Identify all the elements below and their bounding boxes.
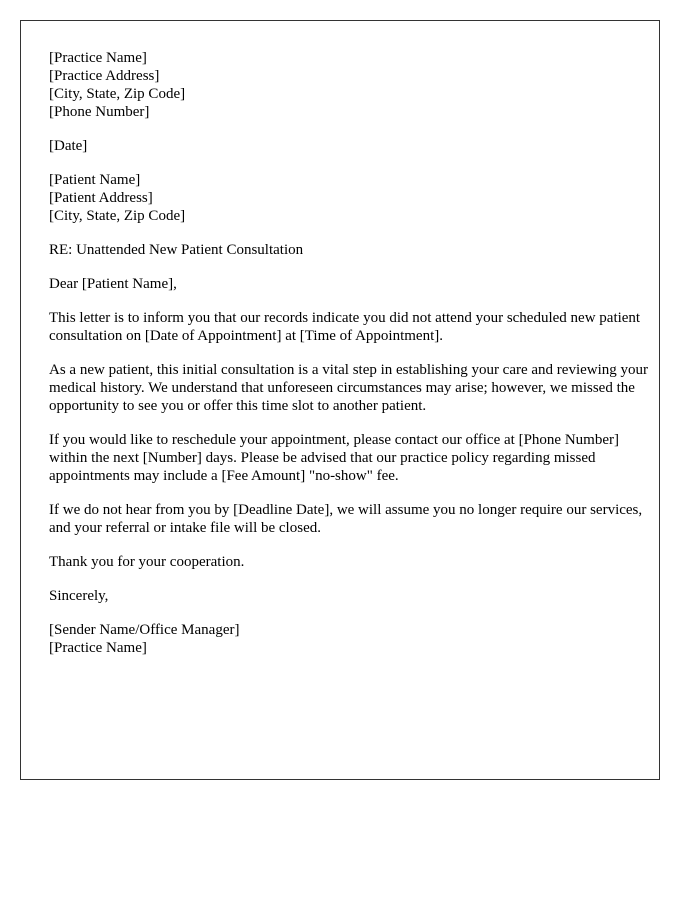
sender-address xyxy=(49,49,649,121)
letter-page xyxy=(20,20,660,780)
recipient-name: [Patient Name] xyxy=(49,172,141,188)
letter-date xyxy=(49,137,649,155)
letter-body xyxy=(49,49,649,673)
salutation: Dear [Patient Name], xyxy=(49,276,177,292)
paragraph-deadline: If we do not hear from you by [Deadline Date], we will assume you no longer require our services, and your referral or intake file will be closed. xyxy=(49,502,643,536)
paragraph-reschedule: If you would like to reschedule your appointment, please contact our office at [Phone Number] within the next [Number] days. Please be advised that our practice policy regarding missed appointments may include a [Fee Amount] "no-show" fee. xyxy=(49,432,619,484)
signature-practice-name: [Practice Name] xyxy=(49,640,147,656)
sender-city-state-zip: [City, State, Zip Code] xyxy=(49,86,186,102)
paragraph-importance: As a new patient, this initial consultation is a vital step in establishing your care and reviewing your medical history. We understand that unforeseen circumstances may arise; however, we missed the opportunity to see you or offer this time slot to another patient. xyxy=(49,362,649,414)
signature-block xyxy=(49,621,649,657)
sender-phone-number: [Phone Number] xyxy=(49,104,150,120)
recipient-address xyxy=(49,171,649,225)
closing: Sincerely, xyxy=(49,588,109,604)
paragraph-thanks: Thank you for your cooperation. xyxy=(49,554,245,570)
recipient-address-line: [Patient Address] xyxy=(49,190,153,206)
signature-sender-name: [Sender Name/Office Manager] xyxy=(49,622,240,638)
recipient-city-state-zip: [City, State, Zip Code] xyxy=(49,208,186,224)
sender-practice-name: [Practice Name] xyxy=(49,50,147,66)
subject-line: RE: Unattended New Patient Consultation xyxy=(49,242,304,258)
paragraph-notice: This letter is to inform you that our records indicate you did not attend your scheduled new patient consultation on [Date of Appointment] at [Time of Appointment]. xyxy=(49,310,641,344)
sender-practice-address: [Practice Address] xyxy=(49,68,160,84)
date-text: [Date] xyxy=(49,138,88,154)
